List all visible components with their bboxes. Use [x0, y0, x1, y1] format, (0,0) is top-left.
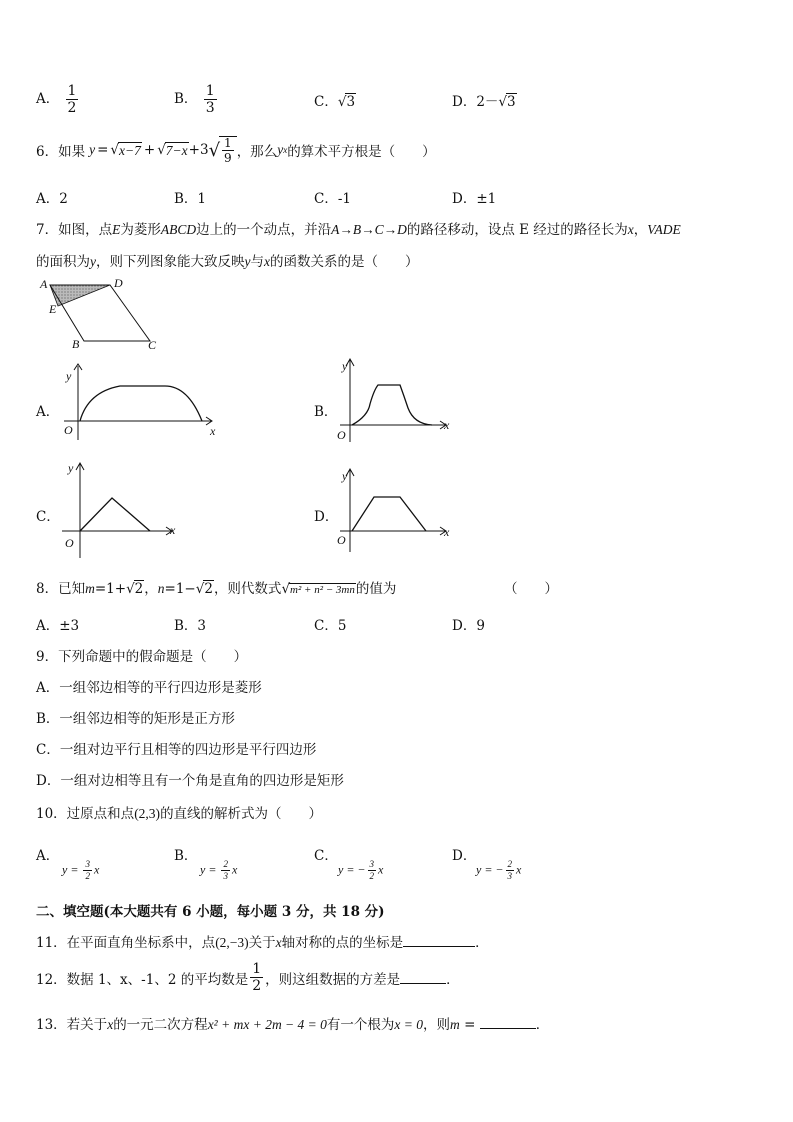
q6-tail-a: ，那么 — [236, 144, 278, 160]
q7-l2-y2: y — [244, 254, 251, 269]
q10-d-label: D． — [452, 848, 477, 864]
q7-option-d-label: D． — [314, 509, 339, 525]
q8-stem — [36, 577, 396, 597]
q10-option-b-formula — [200, 860, 237, 881]
q10-d-lhs: y = − — [476, 862, 504, 877]
cbrt-icon: √ — [208, 139, 221, 161]
q13-root: x = 0 — [394, 1017, 424, 1032]
q8-expr: m² + n² − 3mn — [290, 584, 355, 596]
q11-text-a: 11．在平面直角坐标系中，点 — [36, 935, 216, 951]
q12-den: 2 — [252, 978, 262, 994]
q7-l2-a: 的面积为 — [36, 254, 90, 270]
q8-m: m — [85, 581, 95, 596]
q6-y: y — [89, 142, 96, 157]
graph-b-y-label: y — [342, 359, 348, 373]
q10-option-a-formula — [62, 860, 99, 881]
q8-option-d: D．9 — [452, 618, 485, 634]
q11-answer-blank[interactable] — [403, 934, 475, 947]
vertex-b-label: B — [72, 337, 80, 351]
q11-end: ． — [475, 935, 489, 951]
q7-l1-path: A→B→C→D — [331, 222, 407, 237]
q8-n: n — [157, 581, 165, 596]
sqrt-icon: √ — [126, 581, 135, 597]
q13-end: ． — [535, 1017, 550, 1033]
q6-radicand-1: x−7 — [119, 142, 141, 158]
q5-option-b-label: B． — [174, 91, 198, 107]
q10-option-d-formula — [476, 860, 521, 881]
graph-b-x-label: x — [444, 418, 450, 432]
q5-option-b-fraction — [204, 84, 217, 115]
q10-point: (2,3) — [134, 806, 161, 821]
graph-a-x-label: x — [210, 424, 216, 438]
q10-d-den: 3 — [507, 871, 513, 881]
sqrt-icon: √ — [281, 581, 291, 597]
q12-text-a: 12．数据 1、x、-1、2 的平均数是 — [36, 971, 249, 988]
q12-end: ． — [446, 971, 460, 988]
q7-option-a-label: A． — [36, 404, 60, 420]
shaded-triangle-ade — [50, 285, 110, 306]
q13-eq: x² + mx + 2m − 4 = 0 — [207, 1017, 327, 1032]
q10-a-den: 2 — [85, 871, 90, 881]
q9-stem: 9．下列命题中的假命题是（ ） — [36, 649, 248, 665]
graph-c-origin: O — [65, 536, 74, 550]
graph-a-origin: O — [64, 423, 73, 437]
q10-c-num: 3 — [369, 859, 375, 869]
q11-stem — [36, 931, 489, 951]
q10-a-num: 3 — [85, 859, 90, 869]
q10-b-den: 3 — [223, 871, 228, 881]
graph-d-curve — [352, 497, 426, 531]
q6-option-d: D．±1 — [452, 191, 497, 207]
q11-text-b: 关于 — [248, 935, 276, 951]
q8-comma: ， — [144, 581, 158, 597]
q5-b-num: 1 — [205, 83, 215, 99]
q6-radicand-2: 7−x — [165, 142, 188, 158]
q7-l2-b: ，则下列图象能大致反映 — [96, 254, 245, 270]
q13-m: m — [450, 1017, 460, 1032]
q5-option-a — [36, 84, 80, 115]
q6-cbrt-num: 1 — [224, 136, 232, 150]
q6-plus3: +3 — [188, 142, 209, 158]
q8-text-c: 的值为 — [355, 581, 397, 597]
q9-option-a: A．一组邻边相等的平行四边形是菱形 — [36, 680, 262, 696]
q8-option-b: B．3 — [174, 618, 207, 634]
q5-d-radicand: 3 — [507, 94, 516, 110]
q7-l1-b: 为菱形 — [120, 222, 161, 238]
q10-c-label: C． — [314, 848, 338, 864]
q7-l2-x: x — [264, 254, 270, 269]
q10-a-label: A． — [36, 848, 60, 864]
q10-stem-a: 10．过原点和点 — [36, 806, 135, 822]
q10-b-var: x — [231, 862, 238, 877]
q6-option-b: B．1 — [174, 191, 207, 207]
q6-cbrt-radicand — [219, 136, 237, 164]
q12-num: 1 — [252, 961, 262, 977]
graph-a-curve — [80, 386, 202, 421]
q12-stem — [36, 962, 460, 993]
q8-text-a: 8．已知 — [36, 581, 86, 597]
q5-option-a-label: A． — [36, 91, 60, 107]
graph-d-y-label: y — [342, 469, 348, 483]
q7-option-c-label: C． — [36, 509, 60, 525]
q10-option-a — [36, 844, 59, 864]
q8-rad-m: 2 — [134, 581, 144, 597]
graph-c-y-label: y — [68, 461, 74, 475]
q13-text-d: ，则 — [423, 1017, 451, 1033]
q13-x: x — [107, 1017, 114, 1032]
q9-option-c: C．一组对边平行且相等的四边形是平行四边形 — [36, 742, 317, 758]
graph-d — [334, 466, 454, 556]
q5-a-num: 1 — [67, 83, 77, 99]
sqrt-icon: √ — [157, 142, 166, 158]
q10-stem-b: 的直线的解析式为（ ） — [160, 806, 323, 822]
q8-paren: （ ） — [504, 581, 558, 597]
sqrt-icon: √ — [498, 94, 508, 110]
graph-b-origin: O — [337, 428, 346, 442]
q6-tail-sup: x — [283, 145, 288, 155]
q10-d-var: x — [516, 862, 522, 877]
q10-b-label: B． — [174, 848, 198, 864]
q6-tail-y: y — [277, 142, 284, 157]
q10-d-num: 2 — [507, 859, 513, 869]
q6-tail-c: 的算术平方根是（ ） — [287, 144, 436, 160]
q10-c-lhs: y = − — [338, 862, 366, 877]
q7-option-b-label: B． — [314, 404, 338, 420]
graph-a — [60, 362, 220, 442]
graph-d-origin: O — [337, 533, 346, 547]
q10-a-lhs: y = — [62, 862, 82, 877]
q13-answer-blank[interactable] — [480, 1016, 536, 1029]
q7-line-2 — [36, 250, 419, 270]
graph-c-x-label: x — [170, 523, 176, 537]
q7-line-1 — [36, 218, 681, 238]
q11-text-c: 轴对称的点的坐标是 — [281, 935, 404, 951]
graph-c-curve — [80, 498, 150, 531]
q6-option-a: A．2 — [36, 191, 68, 207]
rhombus-figure — [34, 276, 164, 352]
q10-c-var: x — [378, 862, 384, 877]
q10-option-b — [174, 844, 197, 864]
graph-b-curve — [352, 385, 432, 425]
q6-stem: 6．如果 y = √ x−7 + √ 7−x +3 √ $\frac{1}{9}$ ，那么 y x 的算术平方根是（ ） — [36, 136, 436, 165]
q13-text-c: 有一个根为 — [326, 1017, 395, 1033]
q5-b-den: 3 — [205, 100, 215, 116]
q10-option-d — [452, 844, 476, 864]
q5-option-c — [314, 90, 356, 110]
q7-l1-x: x — [627, 222, 634, 237]
q5-c-radicand: 3 — [346, 94, 356, 110]
sqrt-icon: √ — [337, 94, 347, 110]
q13-text-a: 13．若关于 — [36, 1017, 108, 1033]
q7-l1-abcd: ABCD — [160, 222, 197, 237]
q13-text-b: 的一元二次方程 — [113, 1017, 208, 1033]
q12-answer-blank[interactable] — [400, 971, 446, 984]
q7-l1-comma: ， — [633, 222, 648, 238]
vertex-c-label: C — [148, 338, 157, 352]
q7-l2-d: 的函数关系的是（ ） — [270, 254, 419, 270]
q10-option-c — [314, 844, 338, 864]
section-2-title: 二、填空题(本大题共有 6 小题，每小题 3 分，共 18 分) — [36, 904, 385, 920]
q8-eq2: =1− — [164, 581, 196, 597]
sqrt-icon: √ — [110, 142, 120, 158]
graph-b — [334, 356, 454, 446]
q10-a-var: x — [93, 862, 100, 877]
q10-option-c-formula — [338, 860, 383, 881]
vertex-d-label: D — [114, 276, 123, 290]
q9-option-b: B．一组邻边相等的矩形是正方形 — [36, 711, 235, 727]
q9-option-d: D．一组对边相等且有一个角是直角的四边形是矩形 — [36, 773, 344, 789]
q5-option-b — [174, 84, 219, 115]
q5-a-den: 2 — [67, 100, 77, 116]
q5-option-a-fraction — [66, 84, 79, 115]
graph-c — [60, 460, 185, 560]
q11-x: x — [275, 935, 282, 950]
q6-cbrt-den: 9 — [224, 151, 232, 165]
sqrt-icon: √ — [195, 581, 205, 597]
q7-l1-ade: VADE — [647, 222, 681, 237]
q5-option-d-label: D．2－ — [452, 94, 499, 110]
q7-l2-c: 与 — [250, 254, 264, 270]
q8-rad-n: 2 — [204, 581, 213, 597]
q7-l2-y: y — [90, 254, 96, 269]
q5-option-d — [452, 90, 517, 110]
q10-stem — [36, 802, 322, 822]
q13-stem — [36, 1013, 549, 1033]
q7-l1-a: 7．如图，点 — [36, 222, 113, 238]
q10-c-den: 2 — [369, 871, 375, 881]
graph-d-x-label: x — [444, 525, 450, 539]
q13-eq-sign: = — [459, 1017, 480, 1033]
q6-option-c: C．-1 — [314, 191, 351, 207]
q8-text-b: ，则代数式 — [213, 581, 282, 597]
q7-l1-d: 的路径移动，设点 E 经过的路径长为 — [406, 222, 628, 238]
vertex-a-label: A — [40, 277, 48, 291]
q6-number: 6．如果 — [36, 144, 86, 160]
graph-a-y-label: y — [66, 369, 72, 383]
q8-option-a: A．±3 — [36, 618, 80, 634]
q11-point: (2,−3) — [215, 935, 249, 950]
q10-b-lhs: y = — [200, 862, 220, 877]
q8-eq1: =1+ — [94, 581, 127, 597]
q7-l1-c: 边上的一个动点，并沿 — [196, 222, 332, 238]
q7-l1-e: E — [112, 222, 121, 237]
q12-text-b: ，则这组数据的方差是 — [265, 971, 401, 988]
q5-option-c-label: C． — [314, 94, 338, 110]
vertex-e-label: E — [49, 302, 57, 316]
q10-b-num: 2 — [223, 859, 228, 869]
q8-option-c: C．5 — [314, 618, 347, 634]
